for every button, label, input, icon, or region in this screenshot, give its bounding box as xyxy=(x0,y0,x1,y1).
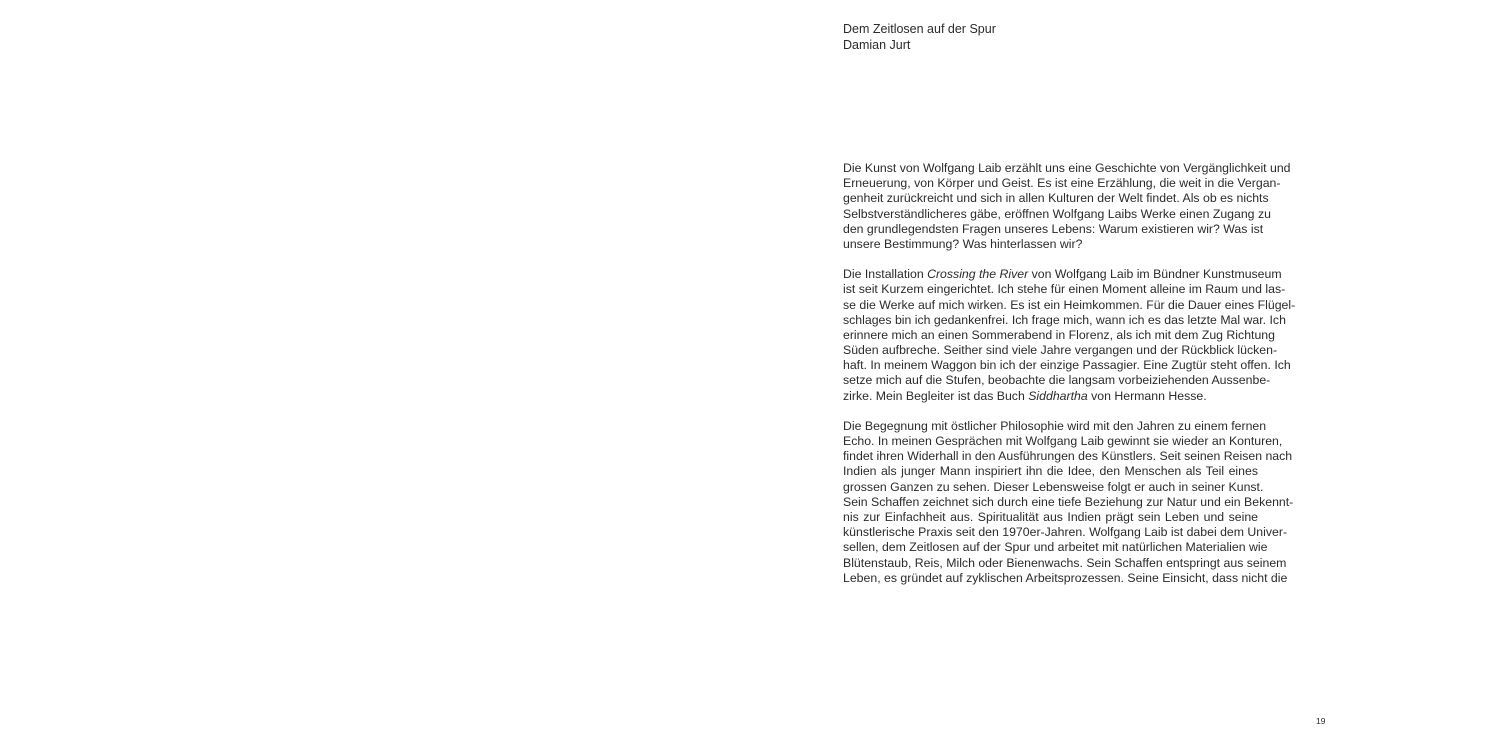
paragraph xyxy=(843,418,1294,586)
text-line: Blütenstaub, Reis, Milch oder Bienenwachs. Sein Schaffen entspringt aus seinem xyxy=(843,555,1287,570)
text-line: grossen Ganzen zu sehen. Dieser Lebensweise folgt er auch in seiner Kunst. xyxy=(843,479,1264,494)
text-line: setze mich auf die Stufen, beobachte die langsam vorbeiziehenden Aussenbe- xyxy=(843,373,1271,388)
paragraph xyxy=(843,267,1296,404)
text-line: haft. In meinem Waggon bin ich der einzige Passagier. Eine Zugtür steht offen. Ich xyxy=(843,358,1291,373)
text-line: unsere Bestimmung? Was hinterlassen wir? xyxy=(843,236,1083,251)
text-line: Süden aufbreche. Seither sind viele Jahre vergangen und der Rückblick lücken- xyxy=(843,343,1278,358)
text-line: Sein Schaffen zeichnet sich durch eine tiefe Beziehung zur Natur und ein Bekennt- xyxy=(843,494,1294,509)
text-line: Selbstverständlicheres gäbe, eröffnen Wolfgang Laibs Werke einen Zugang zu xyxy=(843,206,1271,221)
article-author: Damian Jurt xyxy=(843,37,911,52)
article-body xyxy=(843,161,1296,601)
text-line: Die Begegnung mit östlicher Philosophie wird mit den Jahren zu einem fernen xyxy=(843,418,1267,433)
text-line: Echo. In meinen Gesprächen mit Wolfgang Laib gewinnt sie wieder an Konturen, xyxy=(843,434,1283,448)
text-line: ist seit Kurzem eingerichtet. Ich stehe für einen Moment alleine im Raum und las- xyxy=(843,282,1286,297)
text-line: künstlerische Praxis seit den 1970er-Jahren. Wolfgang Laib ist dabei dem Univer- xyxy=(843,525,1288,540)
book-title: Siddhartha xyxy=(1028,388,1088,403)
text-line: nis zur Einfachheit aus. Spiritualität aus Indien prägt sein Leben und seine xyxy=(843,509,1258,524)
article-title: Dem Zeitlosen auf der Spur xyxy=(843,22,996,36)
text-line: sellen, dem Zeitlosen auf der Spur und arbeitet mit natürlichen Materialien wie xyxy=(843,540,1268,555)
text-line: den grundlegendsten Fragen unseres Lebens: Warum existieren wir? Was ist xyxy=(843,221,1264,236)
text-line: findet ihren Widerhall in den Ausführungen des Künstlers. Seit seinen Reisen nach xyxy=(843,449,1293,464)
text-line: schlages bin ich gedankenfrei. Ich frage mich, wann ich es das letzte Mal war. Ich xyxy=(843,312,1286,327)
text-line: erinnere mich an einen Sommerabend in Florenz, als ich mit dem Zug Richtung xyxy=(843,327,1275,342)
text-line: zirke. Mein Begleiter ist das Buch Siddhartha von Hermann Hesse. xyxy=(843,388,1207,403)
page-number: 19 xyxy=(1316,716,1326,726)
text-line: Die Installation Crossing the River von Wolfgang Laib im Bündner Kunstmuseum xyxy=(843,267,1282,282)
text-line: genheit zurückreicht und sich in allen Kulturen der Welt findet. Als ob es nichts xyxy=(843,191,1269,206)
text-line: Leben, es gründet auf zyklischen Arbeitsprozessen. Seine Einsicht, dass nicht die xyxy=(843,570,1288,585)
text-line: Indien als junger Mann inspiriert ihn die Idee, den Menschen als Teil eines xyxy=(843,464,1258,479)
article-heading xyxy=(843,22,996,53)
text-line: Erneuerung, von Körper und Geist. Es ist eine Erzählung, die weit in die Vergan- xyxy=(843,176,1281,191)
text-line: Die Kunst von Wolfgang Laib erzählt uns eine Geschichte von Vergänglichkeit und xyxy=(843,161,1291,175)
text-line: se die Werke auf mich wirken. Es ist ein Heimkommen. Für die Dauer eines Flügel- xyxy=(843,297,1296,312)
book-title: Crossing the River xyxy=(927,267,1029,282)
paragraph xyxy=(843,161,1291,252)
